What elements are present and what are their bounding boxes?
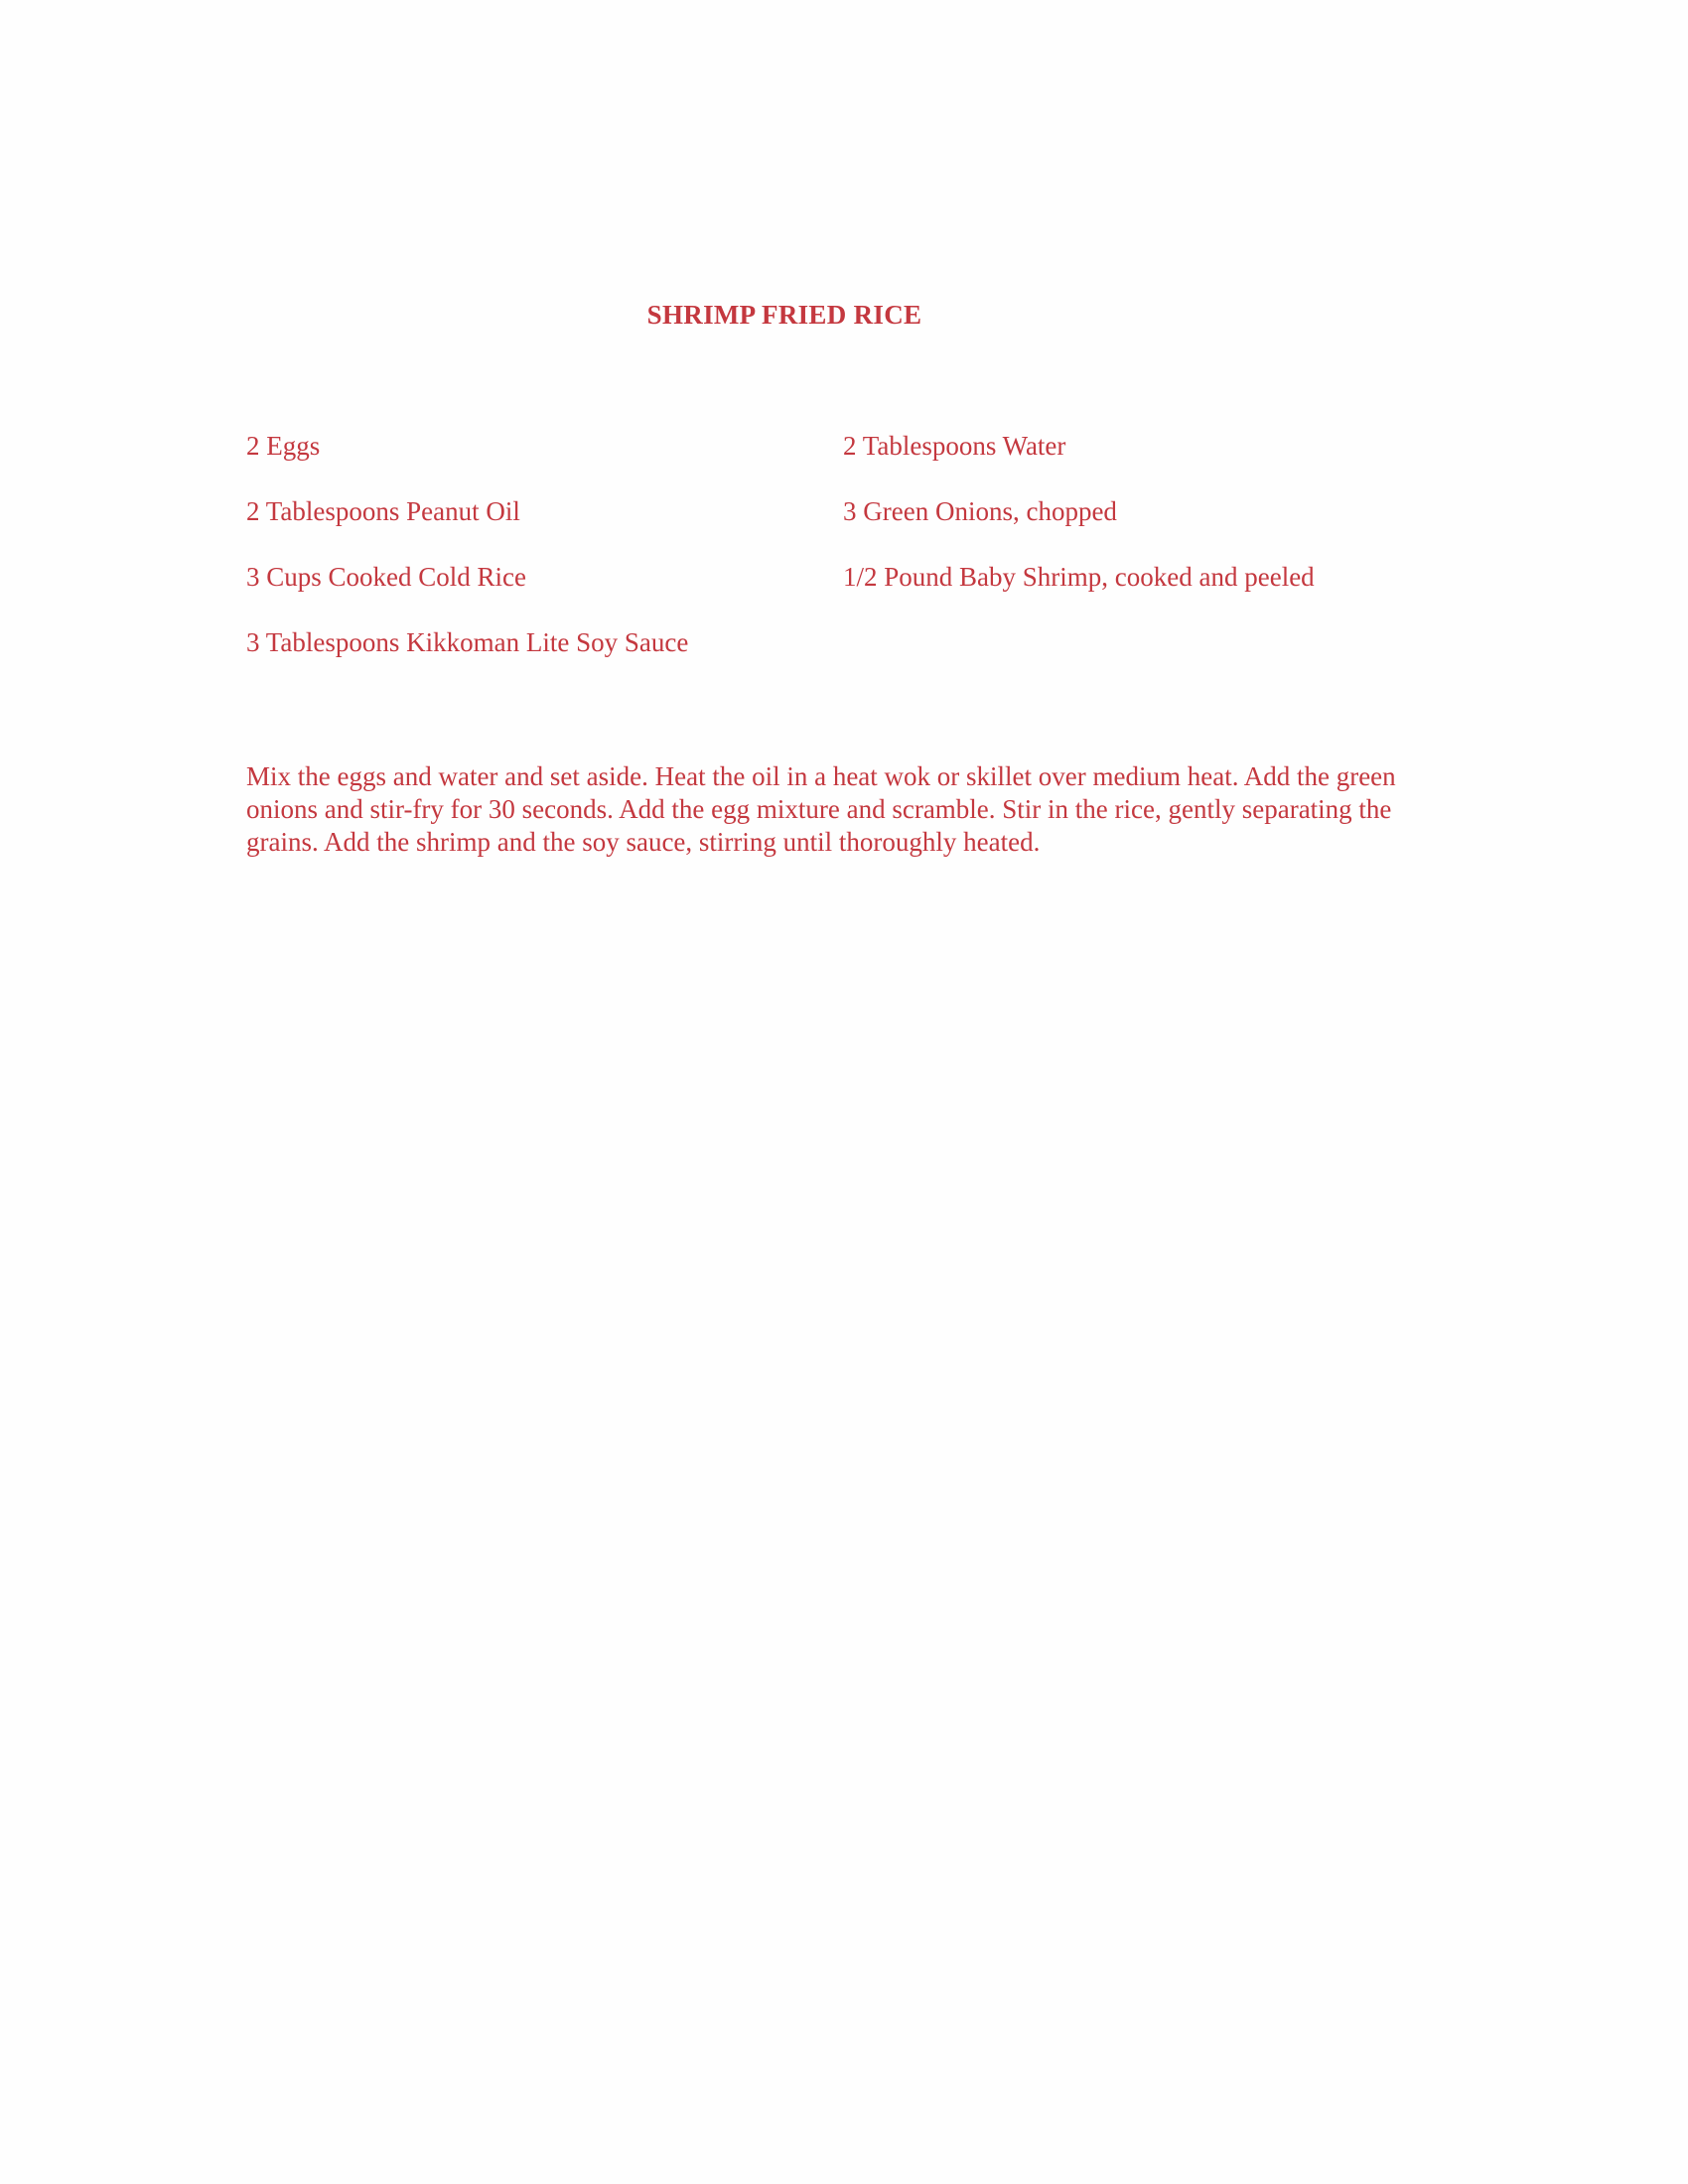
ingredient-water: 2 Tablespoons Water xyxy=(843,431,1066,461)
ingredients-list xyxy=(246,431,1438,669)
ingredient-soy-sauce: 3 Tablespoons Kikkoman Lite Soy Sauce xyxy=(246,627,689,657)
ingredient-rice: 3 Cups Cooked Cold Rice xyxy=(246,562,526,592)
recipe-instructions: Mix the eggs and water and set aside. Heat the oil in a heat wok or skillet over medium heat. Add the green onions and stir-fry for 30 seconds. Add the egg mixture and scramble. Stir in the rice, gently separating the grains. Add the shrimp and the soy sauce, stirring until thoroughly heated. xyxy=(246,761,1396,857)
ingredient-green-onions: 3 Green Onions, chopped xyxy=(843,496,1117,526)
recipe-title: SHRIMP FRIED RICE xyxy=(646,300,922,330)
ingredient-shrimp: 1/2 Pound Baby Shrimp, cooked and peeled xyxy=(843,562,1315,592)
ingredient-eggs: 2 Eggs xyxy=(246,431,321,461)
ingredient-peanut-oil: 2 Tablespoons Peanut Oil xyxy=(246,496,520,526)
